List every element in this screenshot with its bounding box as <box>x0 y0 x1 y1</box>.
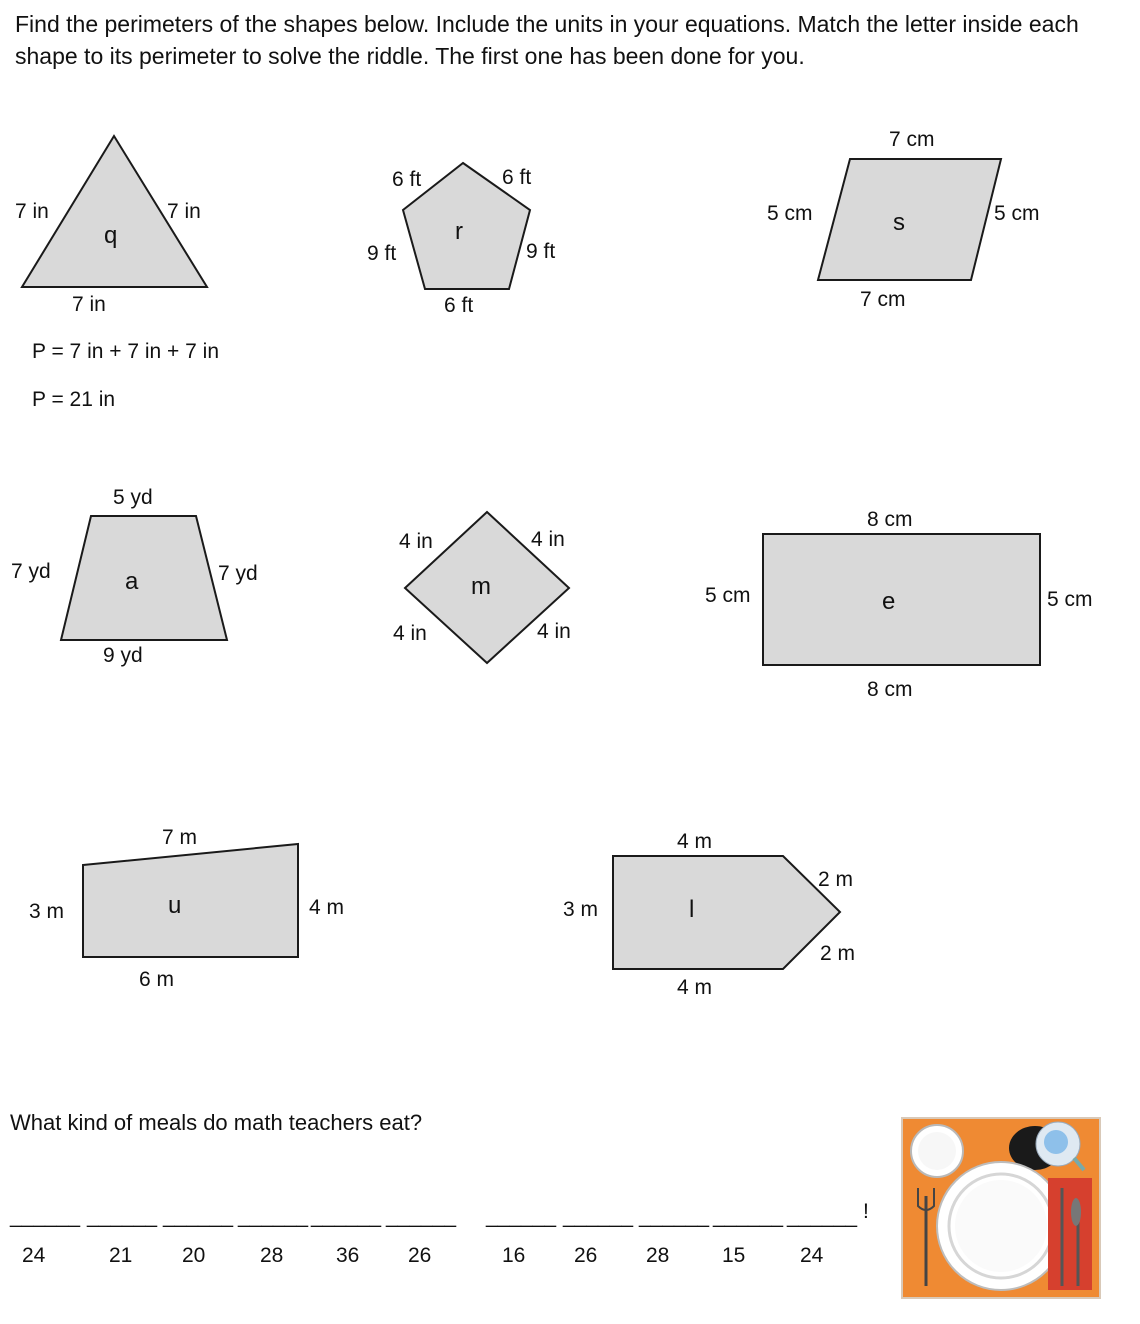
label: 5 cm <box>767 202 813 225</box>
answer-blank: ______ <box>639 1205 710 1228</box>
place-setting-illustration <box>902 1118 1100 1298</box>
label: 4 m <box>677 830 713 853</box>
label: 5 yd <box>113 486 153 509</box>
perimeter-number: 26 <box>408 1244 432 1267</box>
perimeter-number: 24 <box>800 1244 824 1267</box>
riddle-question: What kind of meals do math teachers eat? <box>10 1110 423 1135</box>
instructions: Find the perimeters of the shapes below. Include the units in your equations. Match the letter inside each shape to its perimeter to solve the riddle. The first one has been done for you. <box>15 11 1079 69</box>
label: 5 cm <box>1047 588 1093 611</box>
perimeter-number: 20 <box>182 1244 206 1267</box>
label: 7 in <box>72 293 106 316</box>
exclamation-mark: ! <box>863 1200 869 1223</box>
label: 4 in <box>399 530 433 553</box>
label: 4 in <box>537 620 571 643</box>
perimeter-number: 28 <box>646 1244 670 1267</box>
label: 2 m <box>818 868 854 891</box>
shape-letter: s <box>893 209 905 236</box>
label: 6 ft <box>502 166 532 189</box>
label: 7 yd <box>11 560 51 583</box>
label: 4 in <box>393 622 427 645</box>
parallelogram-s <box>767 128 1040 311</box>
label: 7 m <box>162 826 198 849</box>
perimeter-number: 26 <box>574 1244 598 1267</box>
answer-blank: ______ <box>713 1205 784 1228</box>
answer-blank: ______ <box>163 1205 234 1228</box>
label: 7 cm <box>860 288 906 311</box>
label: 7 yd <box>218 562 258 585</box>
shape-letter: a <box>125 568 139 595</box>
label: 8 cm <box>867 508 913 531</box>
answer-blank: ______ <box>87 1205 158 1228</box>
label: 6 ft <box>444 294 474 317</box>
shape-letter: q <box>104 222 118 249</box>
quadrilateral-u <box>29 826 344 991</box>
answer-numbers <box>22 1244 824 1267</box>
label: 6 ft <box>392 168 422 191</box>
answer-blanks <box>9 1200 869 1228</box>
label: 5 cm <box>705 584 751 607</box>
label: 4 in <box>531 528 565 551</box>
label: 4 m <box>309 896 345 919</box>
perimeter-number: 28 <box>260 1244 284 1267</box>
perimeter-number: 36 <box>336 1244 360 1267</box>
perimeter-number: 21 <box>109 1244 133 1267</box>
shape-letter: u <box>168 892 182 919</box>
label: 4 m <box>677 976 713 999</box>
perimeter-number: 15 <box>722 1244 746 1267</box>
example-equation-1: P = 7 in + 7 in + 7 in <box>32 340 220 363</box>
pentagon-r <box>367 163 555 317</box>
label: 3 m <box>29 900 65 923</box>
label: 5 cm <box>994 202 1040 225</box>
shape-letter: e <box>882 588 896 615</box>
perimeter-number: 16 <box>502 1244 526 1267</box>
label: 7 in <box>15 200 49 223</box>
trapezoid-a <box>11 486 258 667</box>
answer-blank: ______ <box>787 1205 858 1228</box>
shape-letter: m <box>471 573 491 600</box>
shape-letter: l <box>689 896 695 923</box>
label: 9 ft <box>367 242 397 265</box>
shape-letter: r <box>455 218 463 245</box>
answer-blank: ______ <box>311 1205 382 1228</box>
answer-blank: ______ <box>238 1205 309 1228</box>
answer-blank: ______ <box>563 1205 634 1228</box>
rectangle-e <box>705 508 1093 701</box>
perimeter-number: 24 <box>22 1244 46 1267</box>
label: 3 m <box>563 898 599 921</box>
rhombus-m <box>393 512 571 663</box>
label: 7 in <box>167 200 201 223</box>
answer-blank: ______ <box>10 1205 81 1228</box>
label: 9 yd <box>103 644 143 667</box>
triangle-q <box>15 136 207 316</box>
label: 7 cm <box>889 128 935 151</box>
pentagon-l <box>563 830 855 999</box>
label: 8 cm <box>867 678 913 701</box>
label: 6 m <box>139 968 175 991</box>
answer-blank: ______ <box>386 1205 457 1228</box>
label: 2 m <box>820 942 856 965</box>
example-equation-2: P = 21 in <box>32 388 116 411</box>
answer-blank: ______ <box>486 1205 557 1228</box>
label: 9 ft <box>526 240 556 263</box>
